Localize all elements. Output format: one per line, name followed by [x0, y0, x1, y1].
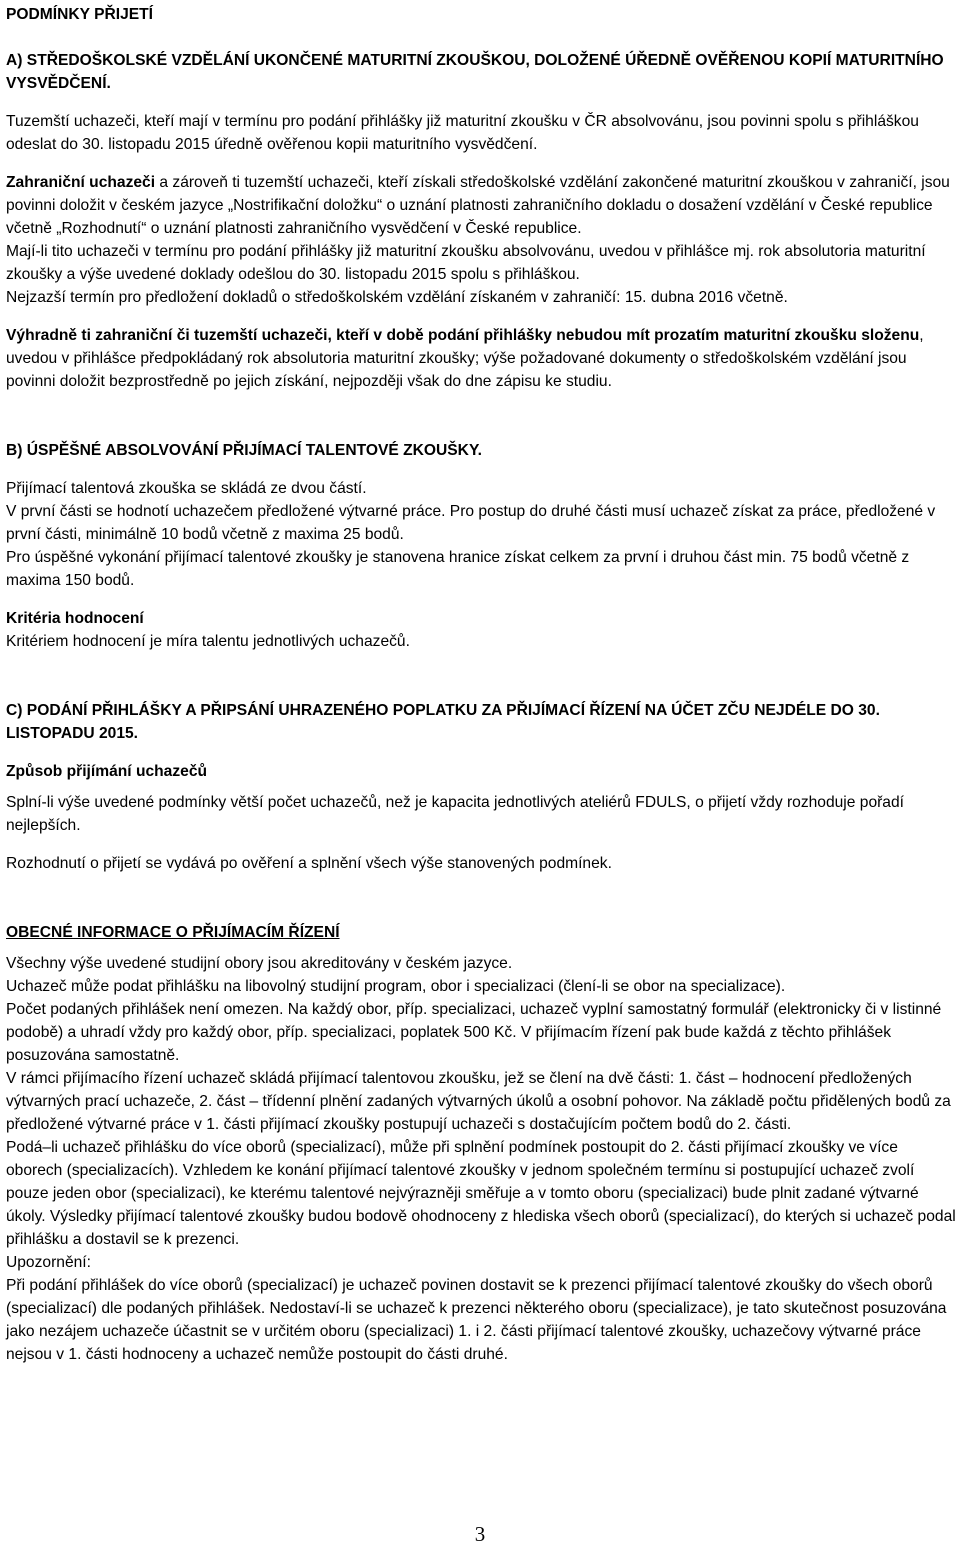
pending-applicants-bold: Výhradně ti zahraniční či tuzemští uchazeči, kteří v době podání přihlášky nebudou mít prozatím maturitní zkoušku složenu: [6, 327, 920, 344]
foreign-applicants-text: a zároveň ti tuzemští uchazeči, kteří získali středoškolské vzdělání zakončené maturitní zkouškou v zahraničí, jsou povinni doložit v českém jazyce „Nostrifikační doložku“ o uznání platnosti zahraničního dokladu o dosažení vzdělání v České republice včetně „Rozhodnutí“ o uznání platnosti zahraničního vysvědčení v České republice.: [6, 174, 950, 237]
general-paragraph-applications: Počet podaných přihlášek není omezen. Na každý obor, příp. specializaci, uchazeč vyplní samostatný formulář (elektronicky či v listinné podobě) a uhradí vždy pro každý obor, příp. specializaci, poplatek 500 Kč. V přijímacím řízení pak bude každá z těchto přihlášek posuzována samostatně.: [6, 1001, 942, 1064]
section-a-paragraph-absolutorium: Mají-li tito uchazeči v termínu pro podání přihlášky již maturitní zkoušku absolvovánu, uvedou v přihlášce mj. rok absolutoria maturitní zkoušky a výše uvedené doklady odešlou do 30. listopadu 2015 spolu s přihláškou.: [6, 243, 926, 283]
section-b-paragraph-parts: Přijímací talentová zkouška se skládá ze dvou částí.: [6, 480, 367, 497]
section-b-paragraph-threshold: Pro úspěšné vykonání přijímací talentové zkoušky je stanovena hranice získat celkem za první i druhou část min. 75 bodů včetně z maxima 150 bodů.: [6, 549, 910, 589]
section-a-paragraph-domestic: Tuzemští uchazeči, kteří mají v termínu pro podání přihlášky již maturitní zkoušku v ČR absolvovánu, jsou povinni spolu s přihláškou odeslat do 30. listopadu 2015 úředně ověřenou kopii maturitního vysvědčení.: [6, 113, 919, 153]
section-c-paragraph-decision: Rozhodnutí o přijetí se vydává po ověření a splnění všech výše stanovených podmínek.: [6, 855, 612, 872]
general-paragraph-exam-parts: V rámci přijímacího řízení uchazeč skládá přijímací talentovou zkoušku, jež se člení na dvě části: 1. část – hodnocení předložených výtvarných prací uchazeče, 2. část – třídenní plnění zadaných výtvarných úkolů a osobní pohovor. Na základě počtu přidělených bodů za předložené výtvarné práce v 1. části přijímací zkoušky postupují uchazeči s dostačujícím počtem bodů do 2. části.: [6, 1070, 951, 1133]
section-c-heading: C) PODÁNÍ PŘIHLÁŠKY A PŘIPSÁNÍ UHRAZENÉHO POPLATKU ZA PŘIJÍMACÍ ŘÍZENÍ NA ÚČET ZČU NEJDÉLE DO 30. LISTOPADU 2015.: [6, 702, 880, 742]
warning-label: Upozornění:: [6, 1254, 91, 1271]
general-info-heading: OBECNÉ INFORMACE O PŘIJÍMACÍM ŘÍZENÍ: [6, 924, 340, 941]
page-title: PODMÍNKY PŘIJETÍ: [6, 6, 154, 23]
section-b-heading: B) ÚSPĚŠNÉ ABSOLVOVÁNÍ PŘIJÍMACÍ TALENTOVÉ ZKOUŠKY.: [6, 442, 482, 459]
section-c-paragraph-capacity: Splní-li výše uvedené podmínky větší počet uchazečů, než je kapacita jednotlivých ateliérů FDULS, o přijetí vždy rozhoduje pořadí nejlepších.: [6, 794, 904, 834]
section-a-deadline: Nejzazší termín pro předložení dokladů o středoškolském vzdělání získaném v zahraničí: 15. dubna 2016 včetně.: [6, 289, 788, 306]
criteria-heading: Kritéria hodnocení: [6, 610, 144, 627]
section-b-paragraph-first-part: V první části se hodnotí uchazečem předložené výtvarné práce. Pro postup do druhé části musí uchazeč získat za práce, předložené v první části, minimálně 10 bodů včetně z maxima 25 bodů.: [6, 503, 936, 543]
criteria-text: Kritériem hodnocení je míra talentu jednotlivých uchazečů.: [6, 633, 410, 650]
admission-method-heading: Způsob přijímání uchazečů: [6, 763, 208, 780]
foreign-applicants-bold: Zahraniční uchazeči: [6, 174, 156, 191]
page-number: 3: [474, 1522, 486, 1546]
general-paragraph-language: Všechny výše uvedené studijní obory jsou akreditovány v českém jazyce.: [6, 955, 513, 972]
section-a-paragraph-foreign: [6, 171, 956, 240]
pending-applicants-text: , uvedou v přihlášce předpokládaný rok absolutoria maturitní zkoušky; výše požadované dokumenty o středoškolském vzdělání jsou povinni doložit bezprostředně po jejich získání, nejpozději však do dne zápisu ke studiu.: [6, 327, 924, 390]
general-paragraph-programs: Uchazeč může podat přihlášku na libovolný studijní program, obor i specializaci (člení-li se obor na specializace).: [6, 978, 786, 995]
section-a-paragraph-pending: [6, 324, 956, 393]
general-paragraph-multiple-fields: Podá–li uchazeč přihlášku do více oborů (specializací), může při splnění podmínek postoupit do 2. části přijímací zkoušky ve více oborech (specializacích). Vzhledem ke konání přijímací talentové zkoušky v jednom společném termínu si postupující uchazeč zvolí pouze jeden obor (specializaci), ke kterému talentové nejvýrazněji směřuje a v tomto oboru (specializaci) bude plnit zadané výtvarné úkoly. Výsledky přijímací talentové zkoušky budou bodově ohodnoceny z hlediska všech oborů (specializací), do kterých si uchazeč podal přihlášku a dostavil se k prezenci.: [6, 1139, 956, 1248]
general-paragraph-warning: Při podání přihlášek do více oborů (specializací) je uchazeč povinen dostavit se k prezenci přijímací talentové zkoušky do všech oborů (specializací) dle podaných přihlášek. Nedostaví-li se uchazeč k prezenci některého oboru (specializace), je tato skutečnost posuzována jako nezájem uchazeče účastnit se v určitém oboru (specializaci) 1. i 2. části přijímací talentové zkoušky, uchazečovy výtvarné práce nejsou v 1. části hodnoceny a uchazeč nemůže postoupit do části druhé.: [6, 1277, 947, 1363]
document-page: [6, 3, 956, 1366]
section-a-heading: A) STŘEDOŠKOLSKÉ VZDĚLÁNÍ UKONČENÉ MATURITNÍ ZKOUŠKOU, DOLOŽENÉ ÚŘEDNĚ OVĚŘENOU KOPIÍ MATURITNÍHO VYSVĚDČENÍ.: [6, 52, 944, 92]
